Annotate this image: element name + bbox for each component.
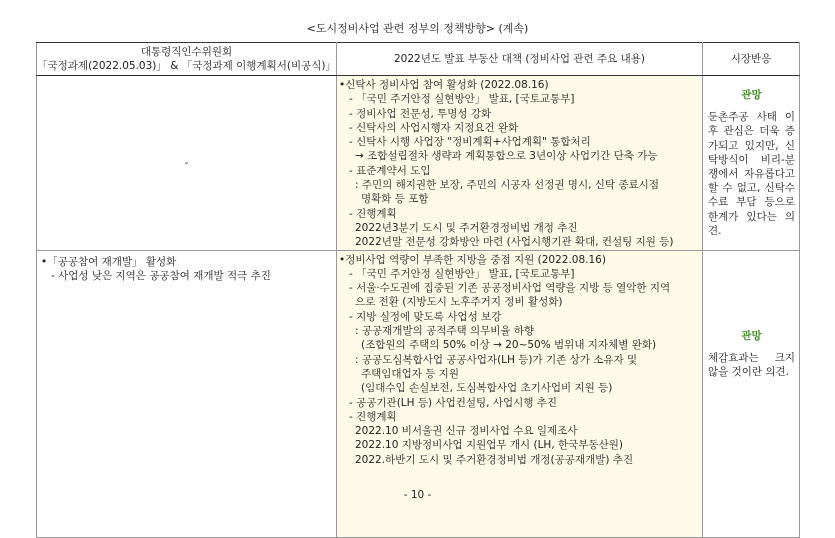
list-item: - 신탁사의 사업시행자 지정요건 완화 (349, 121, 519, 134)
list-item: - 서울·수도권에 집중된 기존 공공정비사업 역량을 지방 등 열악한 지역 (349, 282, 671, 295)
header-committee (37, 43, 337, 76)
list-item: - 진행계획 (349, 410, 397, 423)
list-item: - 표준계약서 도입 (349, 164, 431, 177)
header-reaction: 시장반응 (703, 43, 800, 76)
header-measures: 2022년도 발표 부동산 대책 (정비사업 관련 주요 내용) (337, 43, 703, 76)
list-item: 으로 전환 (지방도시 노후주거지 정비 활성화) (355, 296, 563, 309)
list-item: : 주민의 해지권한 보장, 주민의 시공자 선정권 명시, 신탁 종료시점 (355, 179, 659, 192)
list-item: 2022.하반기 도시 및 주거환경정비법 개정(공공재개발) 추진 (355, 453, 634, 466)
reaction-badge: 관망 (741, 89, 762, 101)
page-number: - 10 - (403, 489, 432, 501)
policy-table (36, 42, 800, 538)
list-item: - 진행계획 (349, 207, 397, 220)
list-item: : 공공도심복합사업 공공사업자(LH 등)가 기존 상가 소유자 및 (355, 353, 638, 366)
row1-mid-cell (337, 76, 703, 251)
reaction-text: 둔촌주공 사태 이후 관심은 더욱 증가되고 있지만, 신탁방식이 비리-분쟁에서 자유롭다고 할 수 없고, 신탁수수료 부담 등으로 한계가 있다는 의견. (708, 111, 795, 237)
list-item: 2022.10 지방정비사업 지원업무 개시 (LH, 한국부동산원) (355, 439, 623, 452)
row1-reaction-cell (703, 76, 800, 251)
list-item: (조합원의 주택의 50% 이상 → 20~50% 범위내 지자체별 완화) (361, 339, 657, 352)
list-item: (임대수입 손실보전, 도심복합사업 초기사업비 지원 등) (361, 382, 613, 395)
left-item-detail: - 사업성 낮은 지역은 공공참여 재개발 적극 추진 (51, 269, 271, 282)
list-item: - 「국민 주거안정 실현방안」 발표, [국토교통부] (349, 93, 575, 106)
list-item: - 「국민 주거안정 실현방안」 발표, [국토교통부] (349, 267, 575, 280)
list-item: 2022.10 비서울권 신규 정비사업 수요 일제조사 (355, 425, 578, 438)
row1-left-cell: - (37, 76, 337, 251)
left-item-title: •「공공참여 재개발」 활성화 (41, 255, 177, 268)
list-item: - 정비사업 전문성, 투명성 강화 (349, 107, 492, 120)
list-item: → 조합설립절차 생략과 계획통합으로 3년이상 사업기간 단축 가능 (355, 150, 658, 163)
list-item: - 신탁사 시행 사업장 "정비계획+사업계획" 통합처리 (349, 136, 591, 149)
header-committee-line1: 대통령직인수위원회 (140, 46, 233, 58)
header-committee-line2: 「국정과제(2022.05.03)」 & 「국정과제 이행계획서(비공식)」 (37, 60, 336, 72)
list-item: 주택임대업자 등 지원 (361, 367, 459, 380)
list-item: - 지방 실정에 맞도록 사업성 보강 (349, 310, 502, 323)
reaction-badge: 관망 (741, 329, 762, 342)
list-item: - 공공기관(LH 등) 사업컨설팅, 사업시행 추진 (349, 396, 558, 409)
list-item: •정비사업 역량이 부족한 지방을 중점 지원 (2022.08.16) (339, 253, 606, 266)
list-item: •신탁사 정비사업 참여 활성화 (2022.08.16) (339, 79, 549, 91)
document-title: <도시정비사업 관련 정부의 정책방향> (계속) (306, 22, 529, 35)
reaction-text: 체감효과는 크지 않을 것이란 의견. (708, 351, 795, 378)
list-item: 2022년말 전문성 강화방안 마련 (사업시행기관 확대, 컨설팅 지원 등) (355, 236, 674, 249)
list-item: 명확화 등 포함 (361, 193, 429, 206)
list-item: 2022년3분기 도시 및 주거환경정비법 개정 추진 (355, 221, 578, 234)
table-row (37, 76, 800, 251)
list-item: : 공공재개발의 공적주택 의무비율 하향 (355, 325, 535, 338)
